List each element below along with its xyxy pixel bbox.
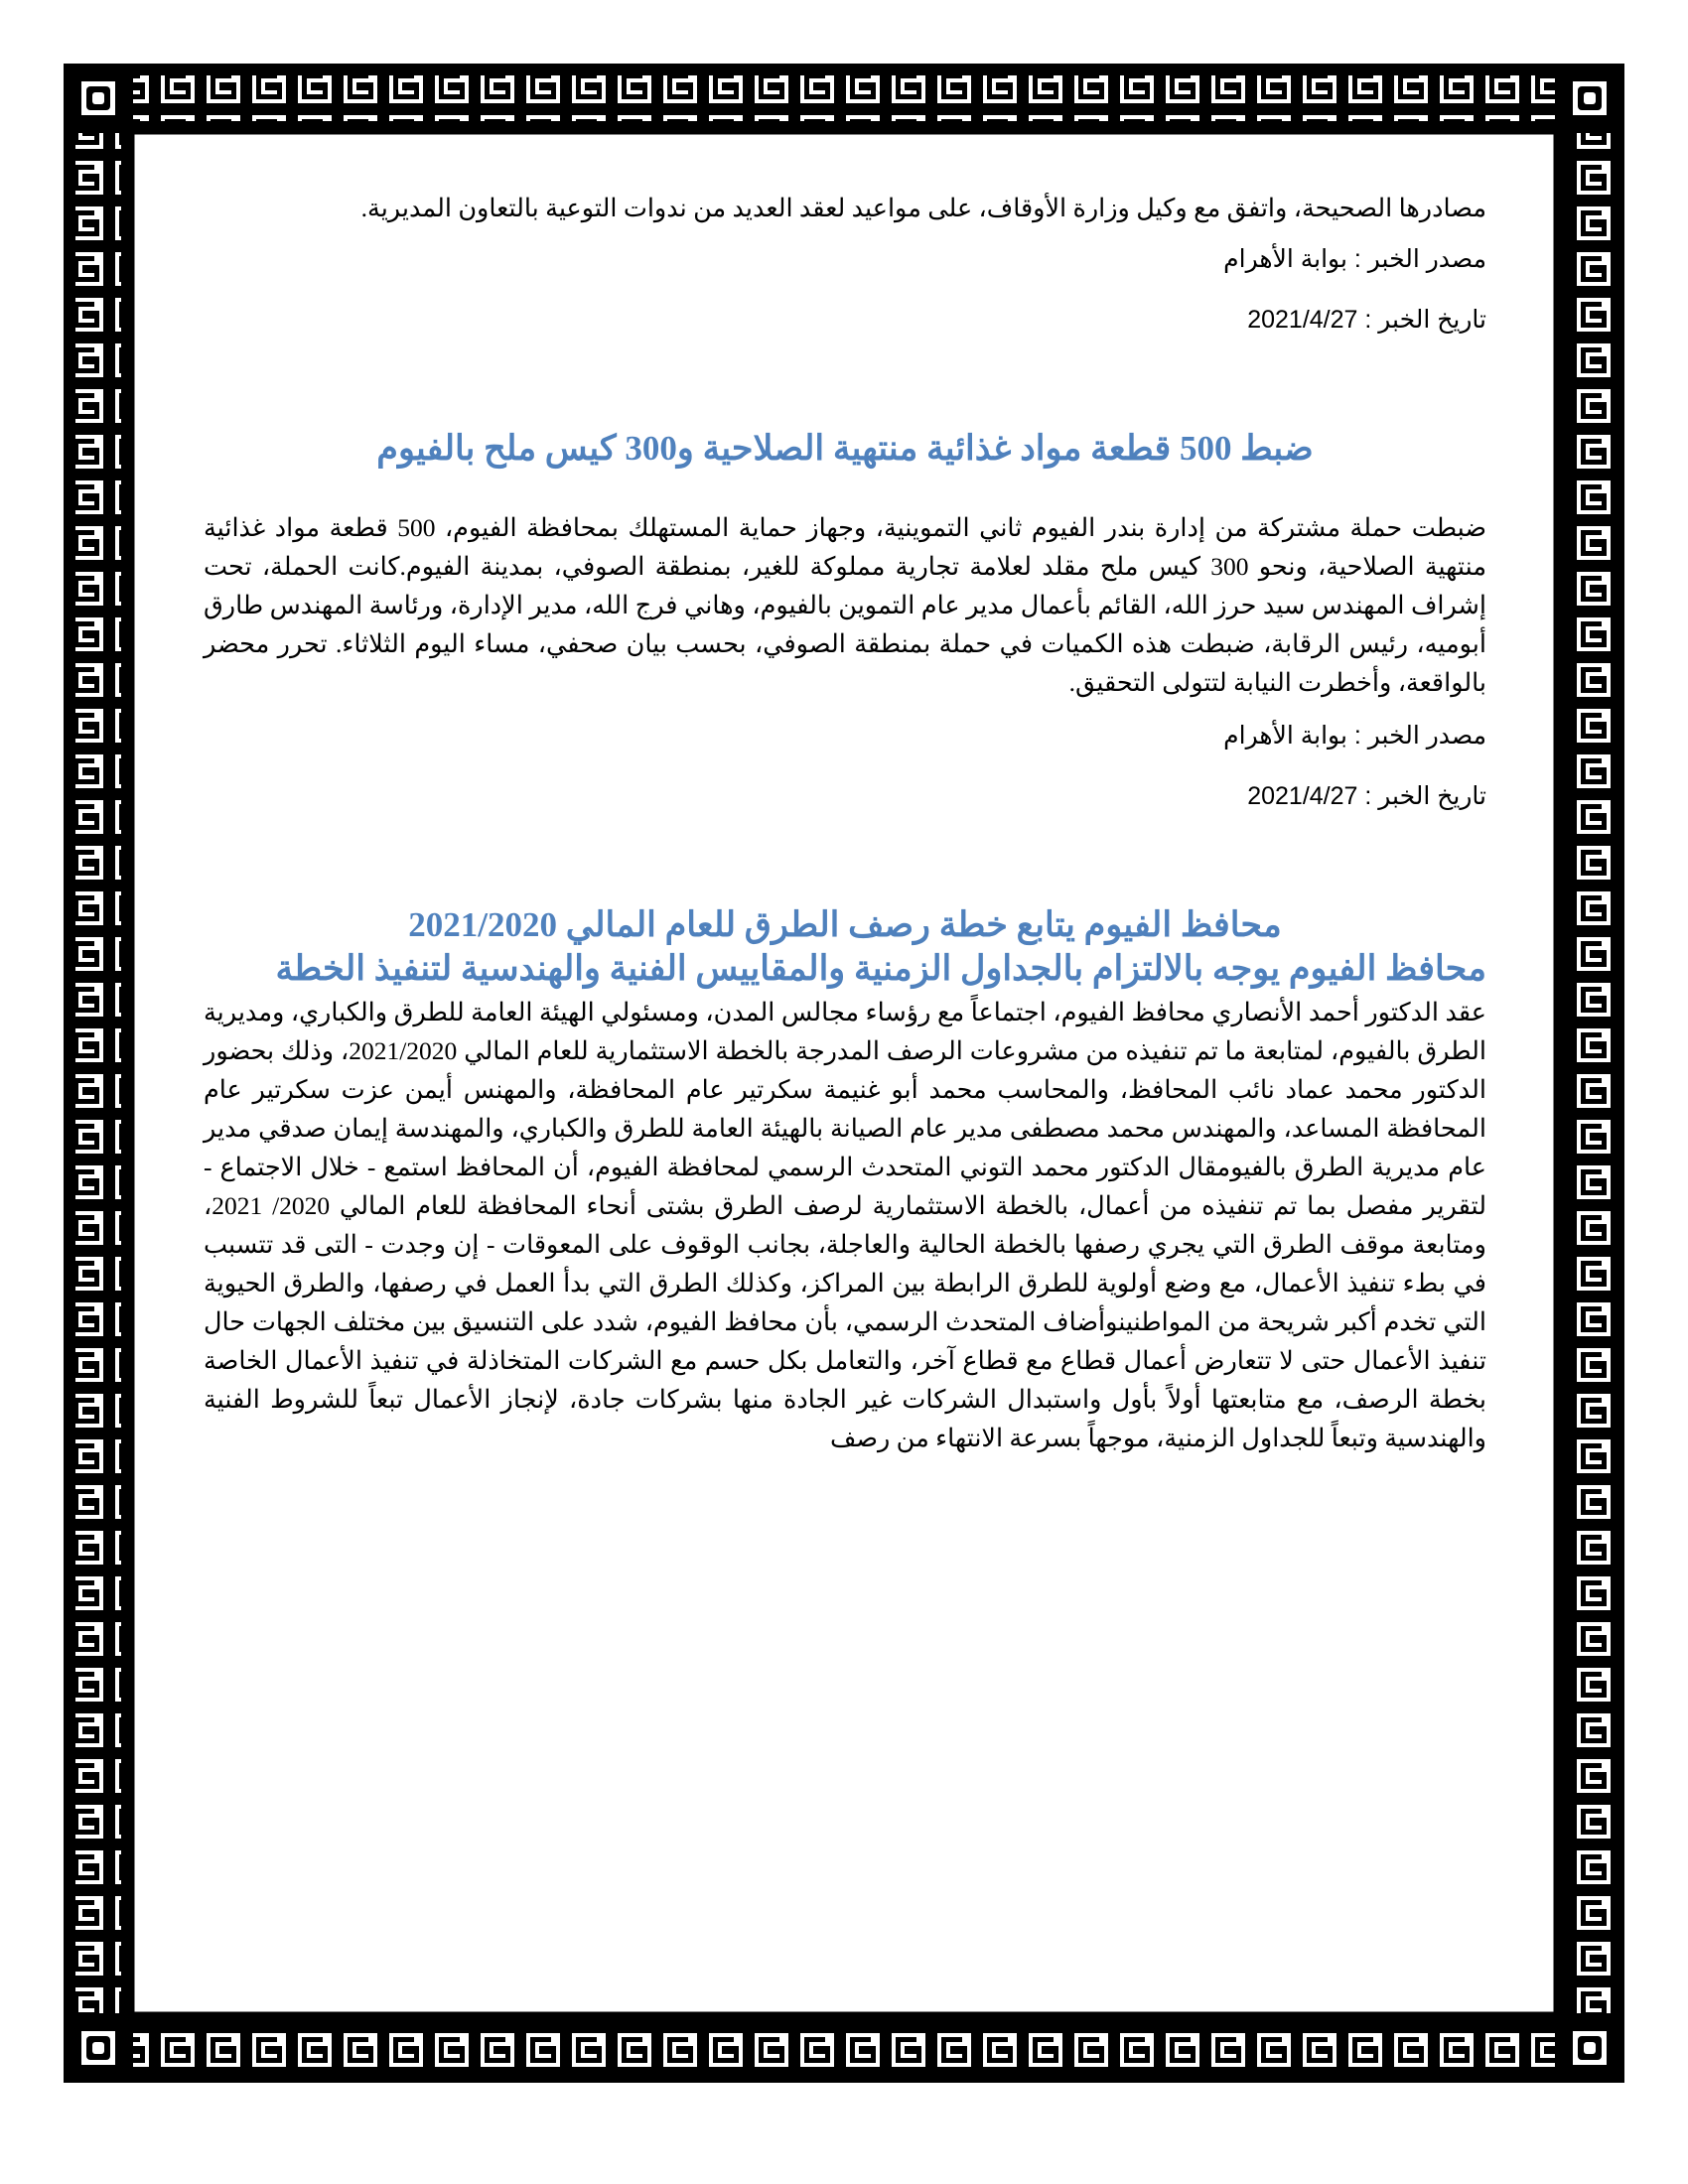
- article-2-body: ضبطت حملة مشتركة من إدارة بندر الفيوم ثاني التموينية، وجهاز حماية المستهلك بمحافظة الفيوم، 500 قطعة مواد غذائية منتهية الصلاحية، ونحو 300 كيس ملح مقلد لعلامة تجارية مملوكة للغير، بمنطقة الصوفي، بمدينة الفيوم.كانت الحملة، تحت إشراف المهندس سيد حرز الله، القائم بأعمال مدير عام التموين بالفيوم، وهاني فرج الله، مدير الإدارة، ورئاسة المهندس طارق أبوميه، رئيس الرقابة، ضبطت هذه الكميات في حملة بمنطقة الصوفي، بحسب بيان صحفي، مساء اليوم الثلاثاء. تحرر محضر بالواقعة، وأخطرت النيابة لتتولى التحقيق.: [204, 513, 1487, 697]
- article-3-subtitle: محافظ الفيوم يوجه بالالتزام بالجداول الزمنية والمقاييس الفنية والهندسية لتنفيذ الخطة: [275, 949, 1486, 988]
- article-2: [204, 427, 1486, 816]
- article-1-body: مصادرها الصحيحة، واتفق مع وكيل وزارة الأوقاف، على مواعيد لعقد العديد من ندوات التوعية بالتعاون المديرية.: [360, 194, 1486, 222]
- article-3-title: محافظ الفيوم يتابع خطة رصف الطرق للعام المالي 2021/2020: [408, 905, 1282, 944]
- page-content: [204, 189, 1486, 1457]
- article-1-date: تاريخ الخبر : 2021/4/27: [1247, 306, 1486, 334]
- article-3-body: عقد الدكتور أحمد الأنصاري محافظ الفيوم، اجتماعاً مع رؤساء مجالس المدن، ومسئولي الهيئة العامة للطرق والكباري، ومديرية الطرق بالفيوم، لمتابعة ما تم تنفيذه من مشروعات الرصف المدرجة بالخطة الاستثمارية للعام المالي 2021/2020، وذلك بحضور الدكتور محمد عماد نائب المحافظ، والمحاسب محمد أبو غنيمة سكرتير عام المحافظة، والمهنس أيمن عزت سكرتير عام المحافظة المساعد، والمهندس محمد مصطفى مدير عام الصيانة بالهيئة العامة للطرق والكباري، والمهندسة إيمان صدقي مدير عام مديرية الطرق بالفيومقال الدكتور محمد التوني المتحدث الرسمي لمحافظة الفيوم، أن المحافظ استمع - خلال الاجتماع - لتقرير مفصل بما تم تنفيذه من أعمال، بالخطة الاستثمارية لرصف الطرق بشتى أنحاء المحافظة للعام المالي 2020/ 2021، ومتابعة موقف الطرق التي يجري رصفها بالخطة الحالية والعاجلة، بجانب الوقوف على المعوقات - إن وجدت - التى قد تتسبب في بطء تنفيذ الأعمال، مع وضع أولوية للطرق الرابطة بين المراكز، وكذلك الطرق التي بدأ العمل في رصفها، والطرق الحيوية التي تخدم أكبر شريحة من المواطنينوأضاف المتحدث الرسمي، بأن محافظ الفيوم، شدد على التنسيق بين مختلف الجهات حال تنفيذ الأعمال حتى لا تتعارض أعمال قطاع مع قطاع آخر، والتعامل بكل حسم مع الشركات المتخاذلة في تنفيذ الأعمال الخاصة بخطة الرصف، مع متابعتها أولاً بأول واستبدال الشركات غير الجادة منها بشركات جادة، لإنجاز الأعمال تبعاً للشروط الفنية والهندسية وتبعاً للجداول الزمنية، موجهاً بسرعة الانتهاء من رصف: [204, 998, 1486, 1452]
- article-2-date: تاريخ الخبر : 2021/4/27: [1247, 782, 1486, 810]
- article-3: [204, 903, 1486, 1457]
- article-2-title: ضبط 500 قطعة مواد غذائية منتهية الصلاحية و300 كيس ملح بالفيوم: [376, 429, 1314, 468]
- article-1-source: مصدر الخبر : بوابة الأهرام: [1223, 245, 1486, 273]
- article-2-source: مصدر الخبر : بوابة الأهرام: [1223, 722, 1486, 750]
- article-1: [204, 189, 1486, 340]
